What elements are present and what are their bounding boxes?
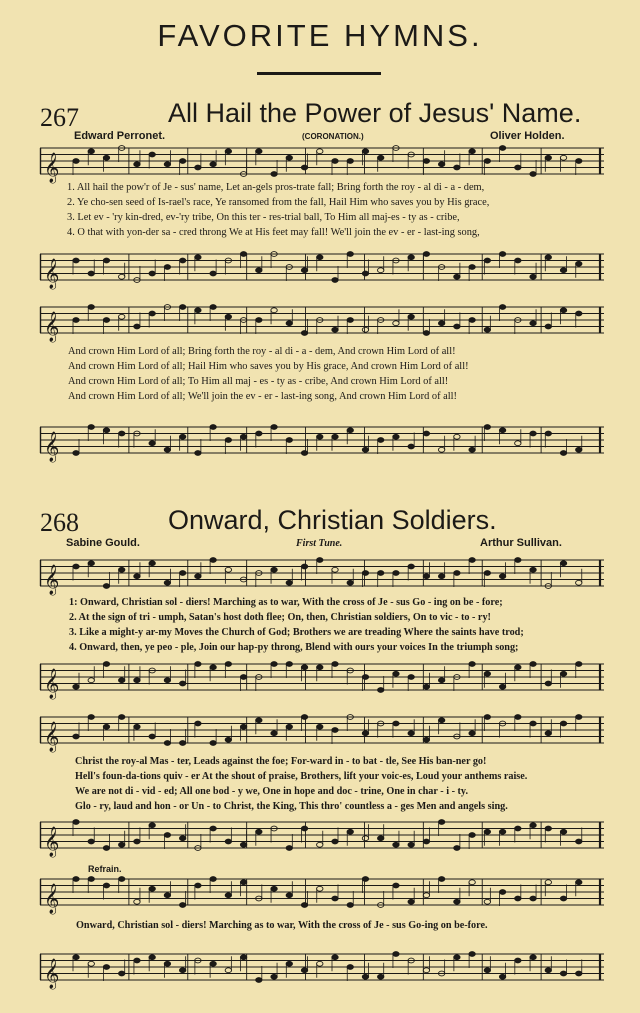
hymn-author: Sabine Gould. [66,537,140,549]
staff-lines [40,818,604,857]
hymn-tune: First Tune. [296,538,343,549]
verse-line: 1. All hail the pow'r of Je - sus' name, Let an-gels pros-trate fall; Bring forth the roy - al di - a - dem, [67,182,485,193]
verse-line: Christ the roy-al Mas - ter, Leads against the foe; For-ward in - to bat - tle, See His ban-ner go! [75,756,487,767]
refrain-label: Refrain. [88,864,122,874]
svg-text:𝄞: 𝄞 [44,432,60,462]
hymn-tune: (CORONATION.) [302,132,364,141]
refrain-line: And crown Him Lord of all; Hail Him who saves you by His grace, And crown Him Lord of all! [68,361,469,372]
title-rule [257,72,381,75]
refrain-block [76,918,488,933]
svg-text:𝄞: 𝄞 [44,827,60,857]
verse-line: 3. Let ev - 'ry kin-dred, ev-'ry tribe, On this ter - res-trial ball, To Him all maj-es - ty as - cribe, [67,212,460,223]
staff-lines [40,950,604,989]
hymn-number: 267 [40,103,79,132]
staff-lines [40,144,604,183]
refrain-line: And crown Him Lord of all; We'll join the ev - er - last-ing song, And crown Him Lord of all! [68,391,457,402]
verse-line: 1: Onward, Christian sol - diers! Marching as to war, With the cross of Je - sus Go - ing on be - fore; [69,597,503,608]
music-staff [40,303,604,342]
hymn-composer: Arthur Sullivan. [480,537,562,549]
svg-text:𝄞: 𝄞 [44,565,60,595]
verse-line: 4. Onward, then, ye peo - ple, Join our hap-py throng, Blend with ours your voices In the triumph song; [69,642,519,653]
staff-lines [40,713,604,752]
staff-lines [40,875,604,914]
hymn-title: Onward, Christian Soldiers. [168,505,497,535]
music-staff [40,713,604,752]
svg-text:𝄞: 𝄞 [44,259,60,289]
verse-line: 3. Like a might-y ar-my Moves the Church of God; Brothers we are treading Where the saints have trod; [69,627,524,638]
verse-line: 4. O that with yon-der sa - cred throng We at His feet may fall! We'll join the ev - er - last-ing song, [67,227,480,238]
svg-text:𝄞: 𝄞 [44,722,60,752]
hymn-composer: Oliver Holden. [490,130,565,142]
verse-line: 2. At the sign of tri - umph, Satan's host doth flee; On, then, Christian soldiers, On to vic - to - ry! [69,612,491,623]
verse-block [69,595,524,655]
hymn-title: All Hail the Power of Jesus' Name. [168,98,582,128]
svg-text:𝄞: 𝄞 [44,669,60,699]
music-staff [40,875,604,914]
music-staff [40,423,604,462]
refrain-line: And crown Him Lord of all; Bring forth the roy - al di - a - dem, And crown Him Lord of all! [68,346,456,357]
music-staff [40,250,604,289]
hymn-author: Edward Perronet. [74,130,166,142]
music-staff [40,950,604,989]
verse-line: Hell's foun-da-tions quiv - er At the shout of praise, Brothers, lift your voic-es, Loud your anthems raise. [75,771,528,782]
music-staff [40,660,604,699]
staff-lines [40,303,604,342]
verse-block-b [75,754,527,814]
refrain-block [68,344,469,404]
page-title: FAVORITE HYMNS. [157,18,483,53]
music-staff [40,556,604,595]
refrain-line: Onward, Christian sol - diers! Marching as to war, With the cross of Je - sus Go-ing on be-fore. [76,920,488,931]
svg-text:𝄞: 𝄞 [44,884,60,914]
music-staff [40,144,604,183]
staff-lines [40,556,604,595]
refrain-line: And crown Him Lord of all; To Him all maj - es - ty as - cribe, And crown Him Lord of all! [68,376,449,387]
staff-lines [40,423,604,462]
hymn-number: 268 [40,508,79,537]
verse-block [67,180,489,240]
verse-line: We are not di - vid - ed; All one bod - y we, One in hope and doc - trine, One in char - i - ty. [75,786,468,797]
svg-text:𝄞: 𝄞 [44,312,60,342]
staff-lines [40,250,604,289]
svg-text:𝄞: 𝄞 [44,153,60,183]
music-staff [40,818,604,857]
staff-lines [40,660,604,699]
verse-line: Glo - ry, laud and hon - or Un - to Christ, the King, This thro' countless a - ges Men and angels sing. [75,801,508,812]
svg-text:𝄞: 𝄞 [44,959,60,989]
verse-line: 2. Ye cho-sen seed of Is-rael's race, Ye ransomed from the fall, Hail Him who saves you by His grace, [67,197,490,208]
